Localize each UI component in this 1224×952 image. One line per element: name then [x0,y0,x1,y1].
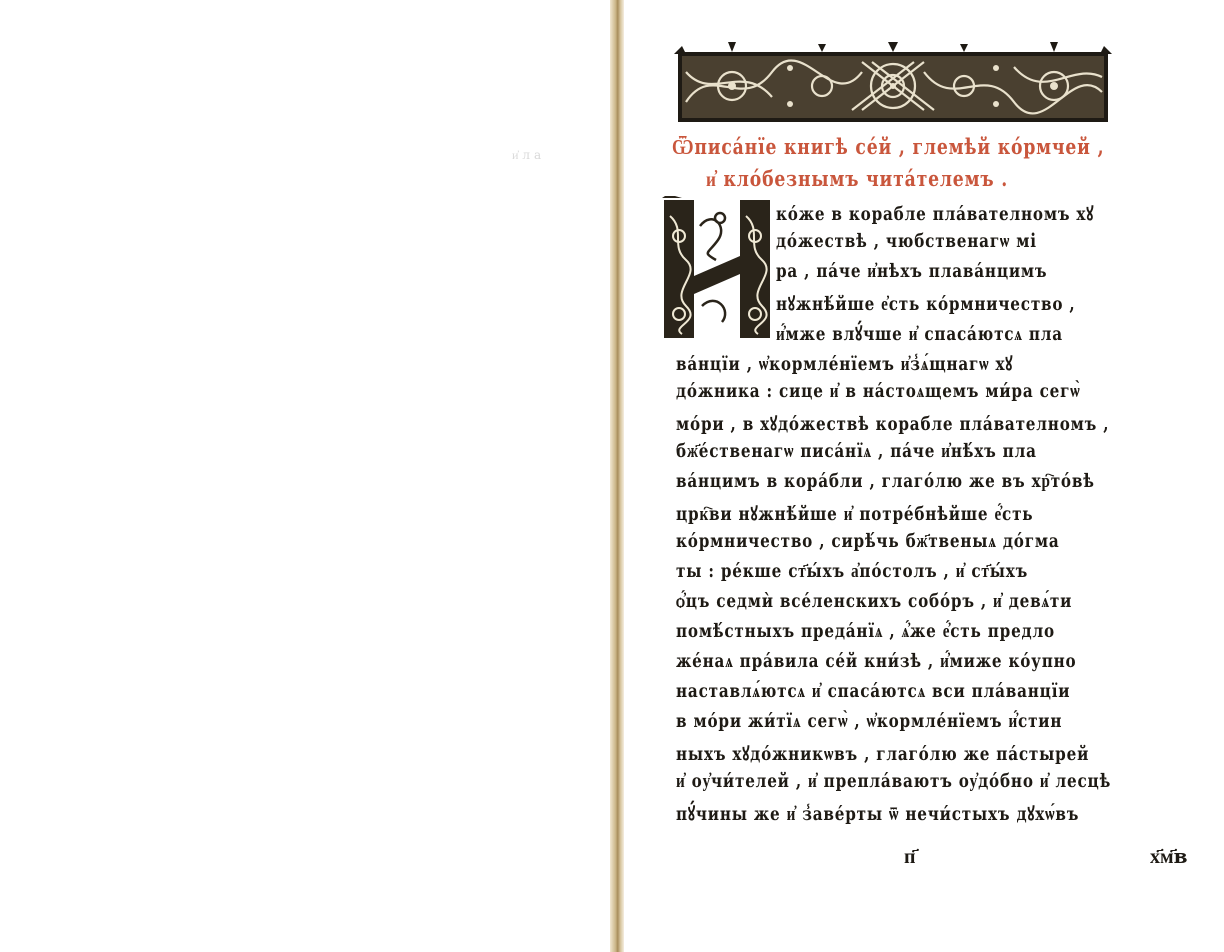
text-line: пꙋ́чины же и҆ з̾аве́рты ѿ нечи́стыхъ дꙋхѡ́въ [676,803,1080,825]
text-line: ко́рмничество , сирѣ́чь бж҃твеныѧ до́гма [676,530,1060,552]
text-line: ко́же в корабле пла́вателномъ хꙋ [776,203,1095,225]
text-line: до́жествѣ , чюбственагѡ мі [776,230,1037,252]
text-line: ты : ре́кше ст҃ы́хъ а҆по́столъ , и҆ ст҃ы́хъ [676,560,1029,582]
text-line: ва́нцимъ в кора́бли , глаго́лю же въ хр҇то́вѣ [676,470,1095,492]
page-number: х҃м҃в [1150,844,1188,868]
ornamental-headpiece [672,42,1114,126]
book-gutter [610,0,624,952]
text-line: помѣ́стныхъ преда́нїѧ , ѧ҆́же е҆́сть предло [676,620,1055,642]
left-page [0,0,610,952]
right-page [624,0,1224,952]
text-line: наставлѧ́ютсѧ и҆ спаса́ютсѧ вси пла́ванцїи [676,680,1071,702]
title-line-1: Ѿписа́нїе книгѣ се́й , глемѣй ко́рмчей , [672,134,1105,159]
text-line: ѻ҆́цъ седмѝ все́ленскихъ собо́ръ , и҆ девѧ́ти [676,590,1073,612]
signature-mark: п҃ [904,844,916,868]
text-line: и҆́мже влꙋ́чше и҆ спаса́ютсѧ пла [776,323,1063,345]
text-line: ра , па́че и҆нѣхъ плава́нцимъ [776,260,1048,282]
text-line: бж҃е́ственагѡ писа́нїѧ , па́че и҆нѣ́хъ пла [676,440,1037,462]
decorated-initial-letter [662,196,772,342]
text-line: црк҇ви нꙋжнѣ́йше и҆ потре́бнѣйше е҆́сть [676,503,1034,525]
title-line-2: и҆ кло́безнымъ чита́телемъ . [706,166,1009,191]
text-line: нꙋжнѣ́йше е҆сть ко́рмничество , [776,293,1076,315]
bleed-through-text: и҆ла [512,148,546,162]
text-line: в мо́ри жи́тїѧ сегѡ̀ , ѡ҆кормле́нїемъ и҆́стин [676,710,1063,732]
text-line: же́наѧ пра́вила се́й кни́зѣ , и҆́миже ко́упно [676,650,1077,672]
text-line: и҆ оу҆чи́телей , и҆ препла́ваютъ оу҆до́бно и҆ лесцѣ [676,770,1112,792]
text-line: ныхъ хꙋдо́жникѡвъ , глаго́лю же па́стырей [676,743,1090,765]
text-line: ва́нцїи , ѡ҆кормле́нїемъ и҆з̾ѧ́щнагѡ хꙋ [676,353,1014,375]
text-line: мо́ри , в хꙋдо́жествѣ корабле пла́вателномъ , [676,413,1110,435]
text-line: до́жника : сице и҆ в на́стоѧщемъ ми́ра сегѡ̀ [676,380,1081,402]
